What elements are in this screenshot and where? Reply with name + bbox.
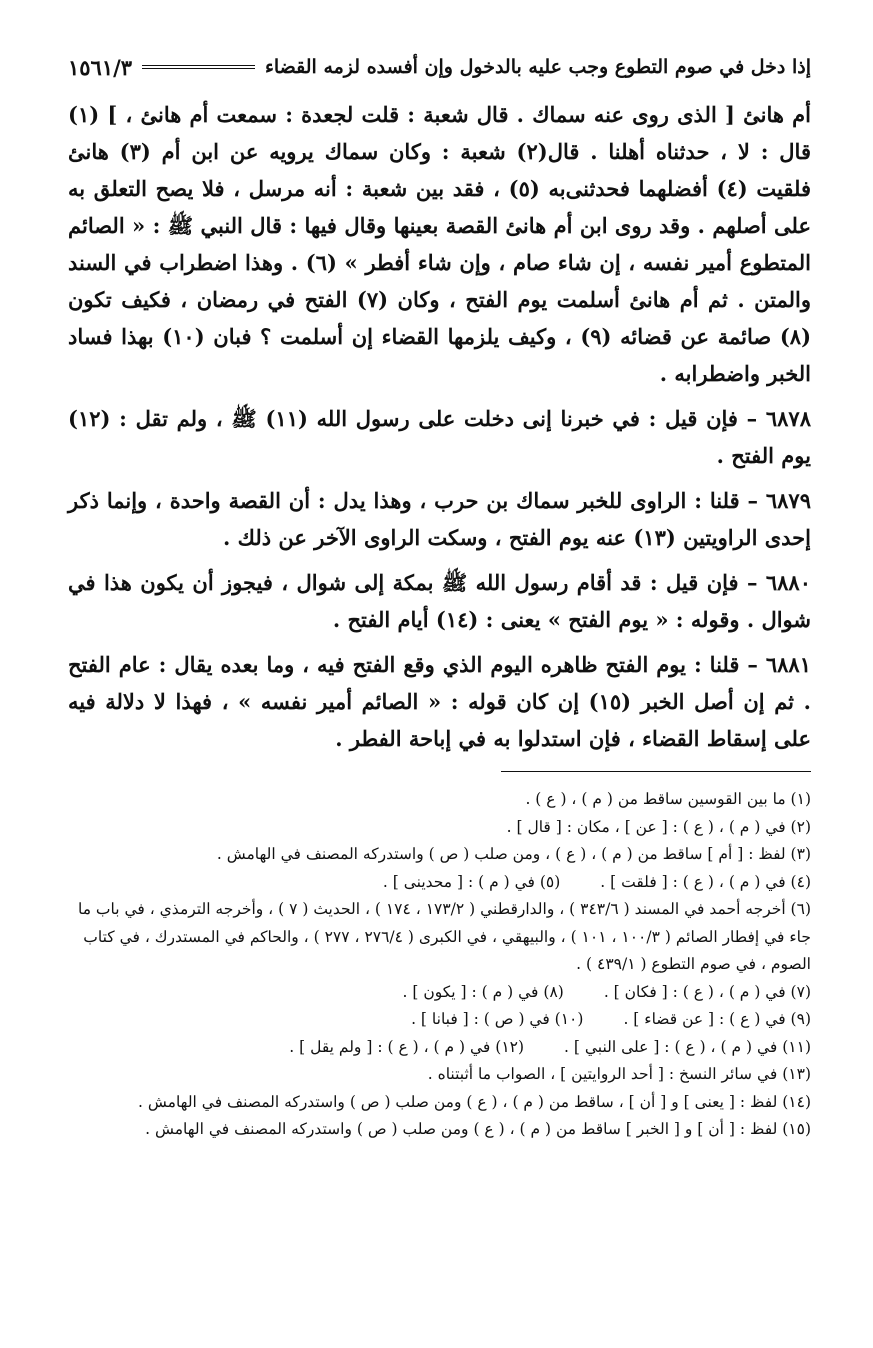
footnote-15: (١٥) لفظ : [ أن ] و [ الخبر ] ساقط من ( م ) ، ( ع ) ومن صلب ( ص ) واستدركه المصنف في الهامش . bbox=[145, 1120, 811, 1138]
header-title: إذا دخل في صوم التطوع وجب عليه بالدخول وإن أفسده لزمه القضاء bbox=[264, 56, 811, 78]
paragraph-6879 bbox=[68, 482, 811, 556]
footnote-2: (٢) في ( م ) ، ( ع ) : [ عن ] ، مكان : [ قال ] . bbox=[506, 817, 811, 836]
paragraph-intro bbox=[68, 96, 811, 392]
footnote-14: (١٤) لفظ : [ يعنى ] و [ أن ] ، ساقط من ( م ) ، ( ع ) ومن صلب ( ص ) واستدركه المصنف في الهامش . bbox=[138, 1092, 811, 1111]
footnotes bbox=[68, 786, 811, 1144]
paragraph-6878 bbox=[68, 400, 811, 474]
header-rule bbox=[142, 65, 255, 69]
footnote-3: (٣) لفظ : [ أم ] ساقط من ( م ) ، ( ع ) ، ومن صلب ( ص ) واستدركه المصنف في الهامش . bbox=[216, 845, 811, 863]
footnote-separator bbox=[501, 771, 811, 772]
paragraph-text: ٦٨٨١ – قلنا : يوم الفتح ظاهره اليوم الذي وقع الفتح فيه ، وما بعده يقال : عام الفتح . ثم إن أصل الخبر (١٥) إن كان قوله : « الصائم أمير نفسه » ، فهذا لا دلالة فيه على إسقاط القضاء ، فإن استدلوا به في إباحة الفطر . bbox=[68, 652, 811, 751]
footnote-row-9-10 bbox=[68, 1006, 811, 1034]
footnote-row-11-12 bbox=[68, 1034, 811, 1062]
footnote-10: (١٠) في ( ص ) : [ فبانا ] . bbox=[411, 1010, 584, 1028]
footnote-5: (٥) في ( م ) : [ محدينى ] . bbox=[382, 872, 561, 891]
paragraph-text: أم هانئ [ الذى روى عنه سماك . قال شعبة : قلت لجعدة : سمعت أم هانئ ، ] (١) قال : لا ، حدثناه أهلنا . قال(٢) شعبة : وكان سماك يرويه عن ابن أم (٣) هانئ فلقيت (٤) أفضلهما فحدثنى‌به (٥) ، فقد بين شعبة : أنه مرسل ، فلا يصح التعلق به على أصلهم . وقد روى ابن أم هانئ القصة بعينها وقال فيها : قال النبي ﷺ : « الصائم المتطوع أمير نفسه ، إن شاء صام ، وإن شاء أفطر » (٦) . وهذا اضطراب في السند والمتن . ثم أم هانئ أسلمت يوم الفتح ، وكان (٧) الفتح في رمضان ، فكيف تكون (٨) صائمة عن قضائه (٩) ، وكيف يلزمها القضاء إن أسلمت ؟ فبان (١٠) بهذا فساد الخبر واضطرابه . bbox=[68, 102, 812, 386]
paragraph-6881 bbox=[68, 646, 811, 757]
footnote-12: (١٢) في ( م ) ، ( ع ) : [ ولم يقل ] . bbox=[289, 1037, 525, 1056]
running-header bbox=[68, 46, 811, 88]
paragraph-text: ٦٨٨٠ – فإن قيل : قد أقام رسول الله ﷺ بمكة إلى شوال ، فيجوز أن يكون هذا في شوال . وقوله : « يوم الفتح » يعنى : (١٤) أيام الفتح . bbox=[68, 570, 811, 632]
footnote-8: (٨) في ( م ) : [ يكون ] . bbox=[402, 982, 564, 1001]
paragraph-text: ٦٨٧٩ – قلنا : الراوى للخبر سماك بن حرب ، وهذا يدل : أن القصة واحدة ، وإنما ذكر إحدى الراويتين (١٣) عنه يوم الفتح ، وسكت الراوى الآخر عن ذلك . bbox=[68, 488, 811, 550]
footnote-row-7-8 bbox=[68, 979, 811, 1007]
footnote-13: (١٣) في سائر النسخ : [ أحد الروايتين ] ، الصواب ما أثبتناه . bbox=[427, 1065, 811, 1083]
footnote-row-4-5 bbox=[68, 869, 811, 897]
paragraph-text: ٦٨٧٨ – فإن قيل : في خبرنا إنى دخلت على رسول الله (١١) ﷺ ، ولم تقل : (١٢) يوم الفتح . bbox=[68, 406, 811, 468]
footnote-1: (١) ما بين القوسين ساقط من ( م ) ، ( ع ) . bbox=[525, 790, 811, 808]
footnote-9: (٩) في ( ع ) : [ عن قضاء ] . bbox=[623, 1010, 811, 1028]
footnote-11: (١١) في ( م ) ، ( ع ) : [ على النبي ] . bbox=[564, 1037, 811, 1056]
footnote-6: (٦) أخرجه أحمد في المسند ( ٣٤٣/٦ ) ، والدارقطني ( ١٧٣/٢ ، ١٧٤ ) ، الحديث ( ٧ ) ، وأخرجه الترمذي ، في باب ما جاء في إفطار الصائم ( ١٠٠/٣ ، ١٠١ ) ، والبيهقي ، في الكبرى ( ٢٧٦/٤ ، ٢٧٧ ) ، والحاكم في المستدرك ، في كتاب الصوم ، في صوم التطوع ( ٤٣٩/١ ) . bbox=[77, 900, 811, 973]
paragraph-6880 bbox=[68, 564, 811, 638]
footnote-7: (٧) في ( م ) ، ( ع ) : [ فكان ] . bbox=[603, 982, 811, 1001]
footnote-4: (٤) في ( م ) ، ( ع ) : [ فلقت ] . bbox=[600, 872, 811, 891]
page-number: ١٥٦١/٣ bbox=[68, 54, 133, 80]
main-text bbox=[68, 96, 811, 757]
